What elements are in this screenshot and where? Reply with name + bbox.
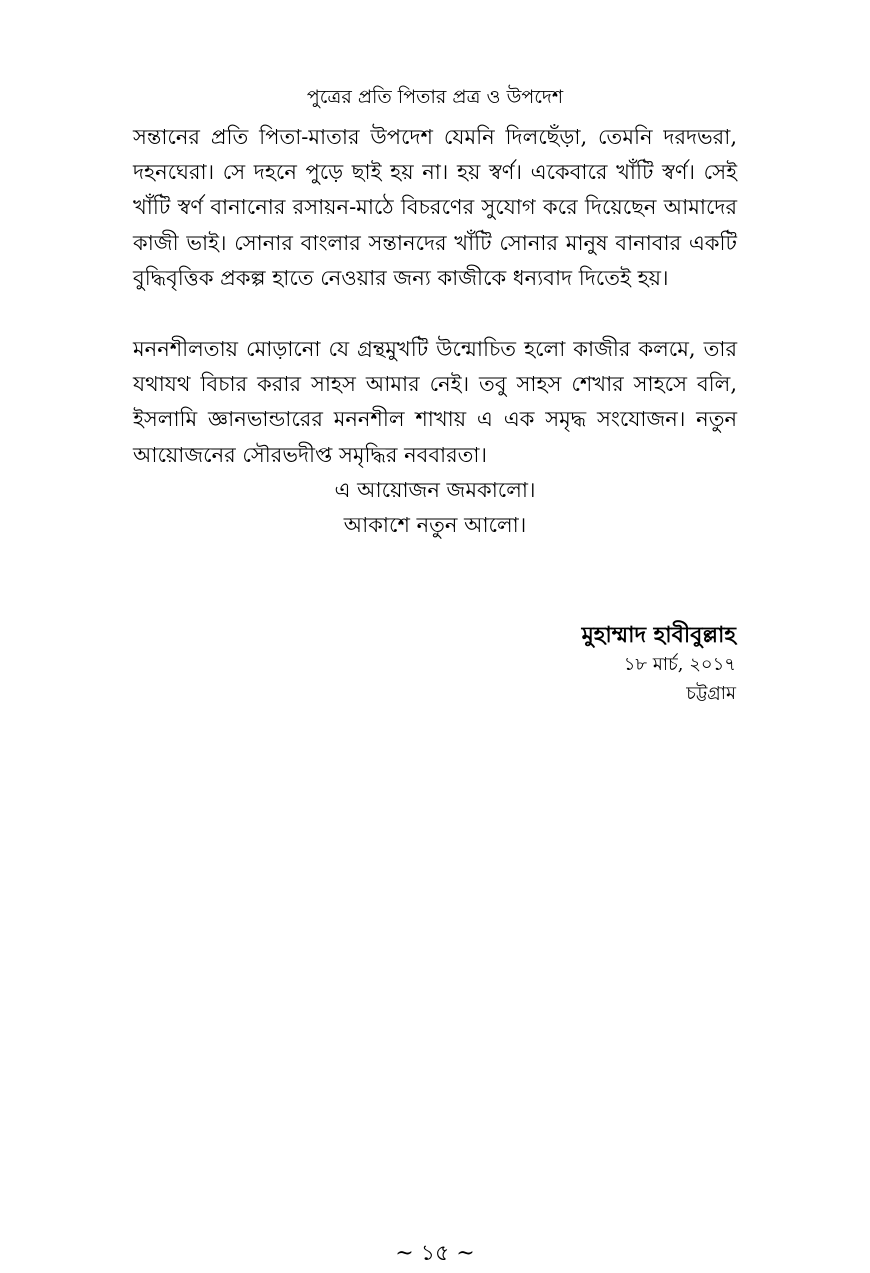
verse-line-2: আকাশে নতুন আলো। <box>343 512 527 537</box>
verse-block <box>133 473 737 543</box>
signature-block <box>582 620 736 708</box>
verse-line-1: এ আয়োজন জমকালো। <box>334 477 536 502</box>
running-header: পুত্রের প্রতি পিতার প্রত্র ও উপদেশ <box>306 86 564 108</box>
paragraph-2: মননশীলতায় মোড়ানো যে গ্রন্থমুখটি উন্মোচিত হলো কাজীর কলমে, তার যথাযথ বিচার করার সাহস আমার নেই। তবু সাহস শেখার সাহসে বলি, ইসলামি জ্ঞানভান্ডারের মননশীল শাখায় এ এক সমৃদ্ধ সংযোজন। নতুন আয়োজনের সৌরভদীপ্ত সমৃদ্ধির নববারতা। <box>133 337 737 467</box>
signature-place: চট্টগ্রাম <box>686 683 736 704</box>
signature-date: ১৮ মার্চ, ২০১৭ <box>623 654 736 675</box>
author-name: মুহাম্মাদ হাবীবুল্লাহ <box>581 622 736 648</box>
main-content <box>133 120 737 543</box>
paragraph-1: সন্তানের প্রতি পিতা-মাতার উপদেশ যেমনি দিলছেঁড়া, তেমনি দরদভরা, দহনঘেরা। সে দহনে পুড়ে ছাই হয় না। হয় স্বর্ণ। একেবারে খাঁটি স্বর্ণ। সেই খাঁটি স্বর্ণ বানানোর রসায়ন-মাঠে বিচরণের সুযোগ করে দিয়েছেন আমাদের কাজী ভাই। সোনার বাংলার সন্তানদের খাঁটি সোনার মানুষ বানাবার একটি বুদ্ধিবৃত্তিক প্রকল্প হাতে নেওয়ার জন্য কাজীকে ধন্যবাদ দিতেই হয়। <box>133 125 737 290</box>
page-number: ~ ১৫ ~ <box>395 1241 475 1266</box>
